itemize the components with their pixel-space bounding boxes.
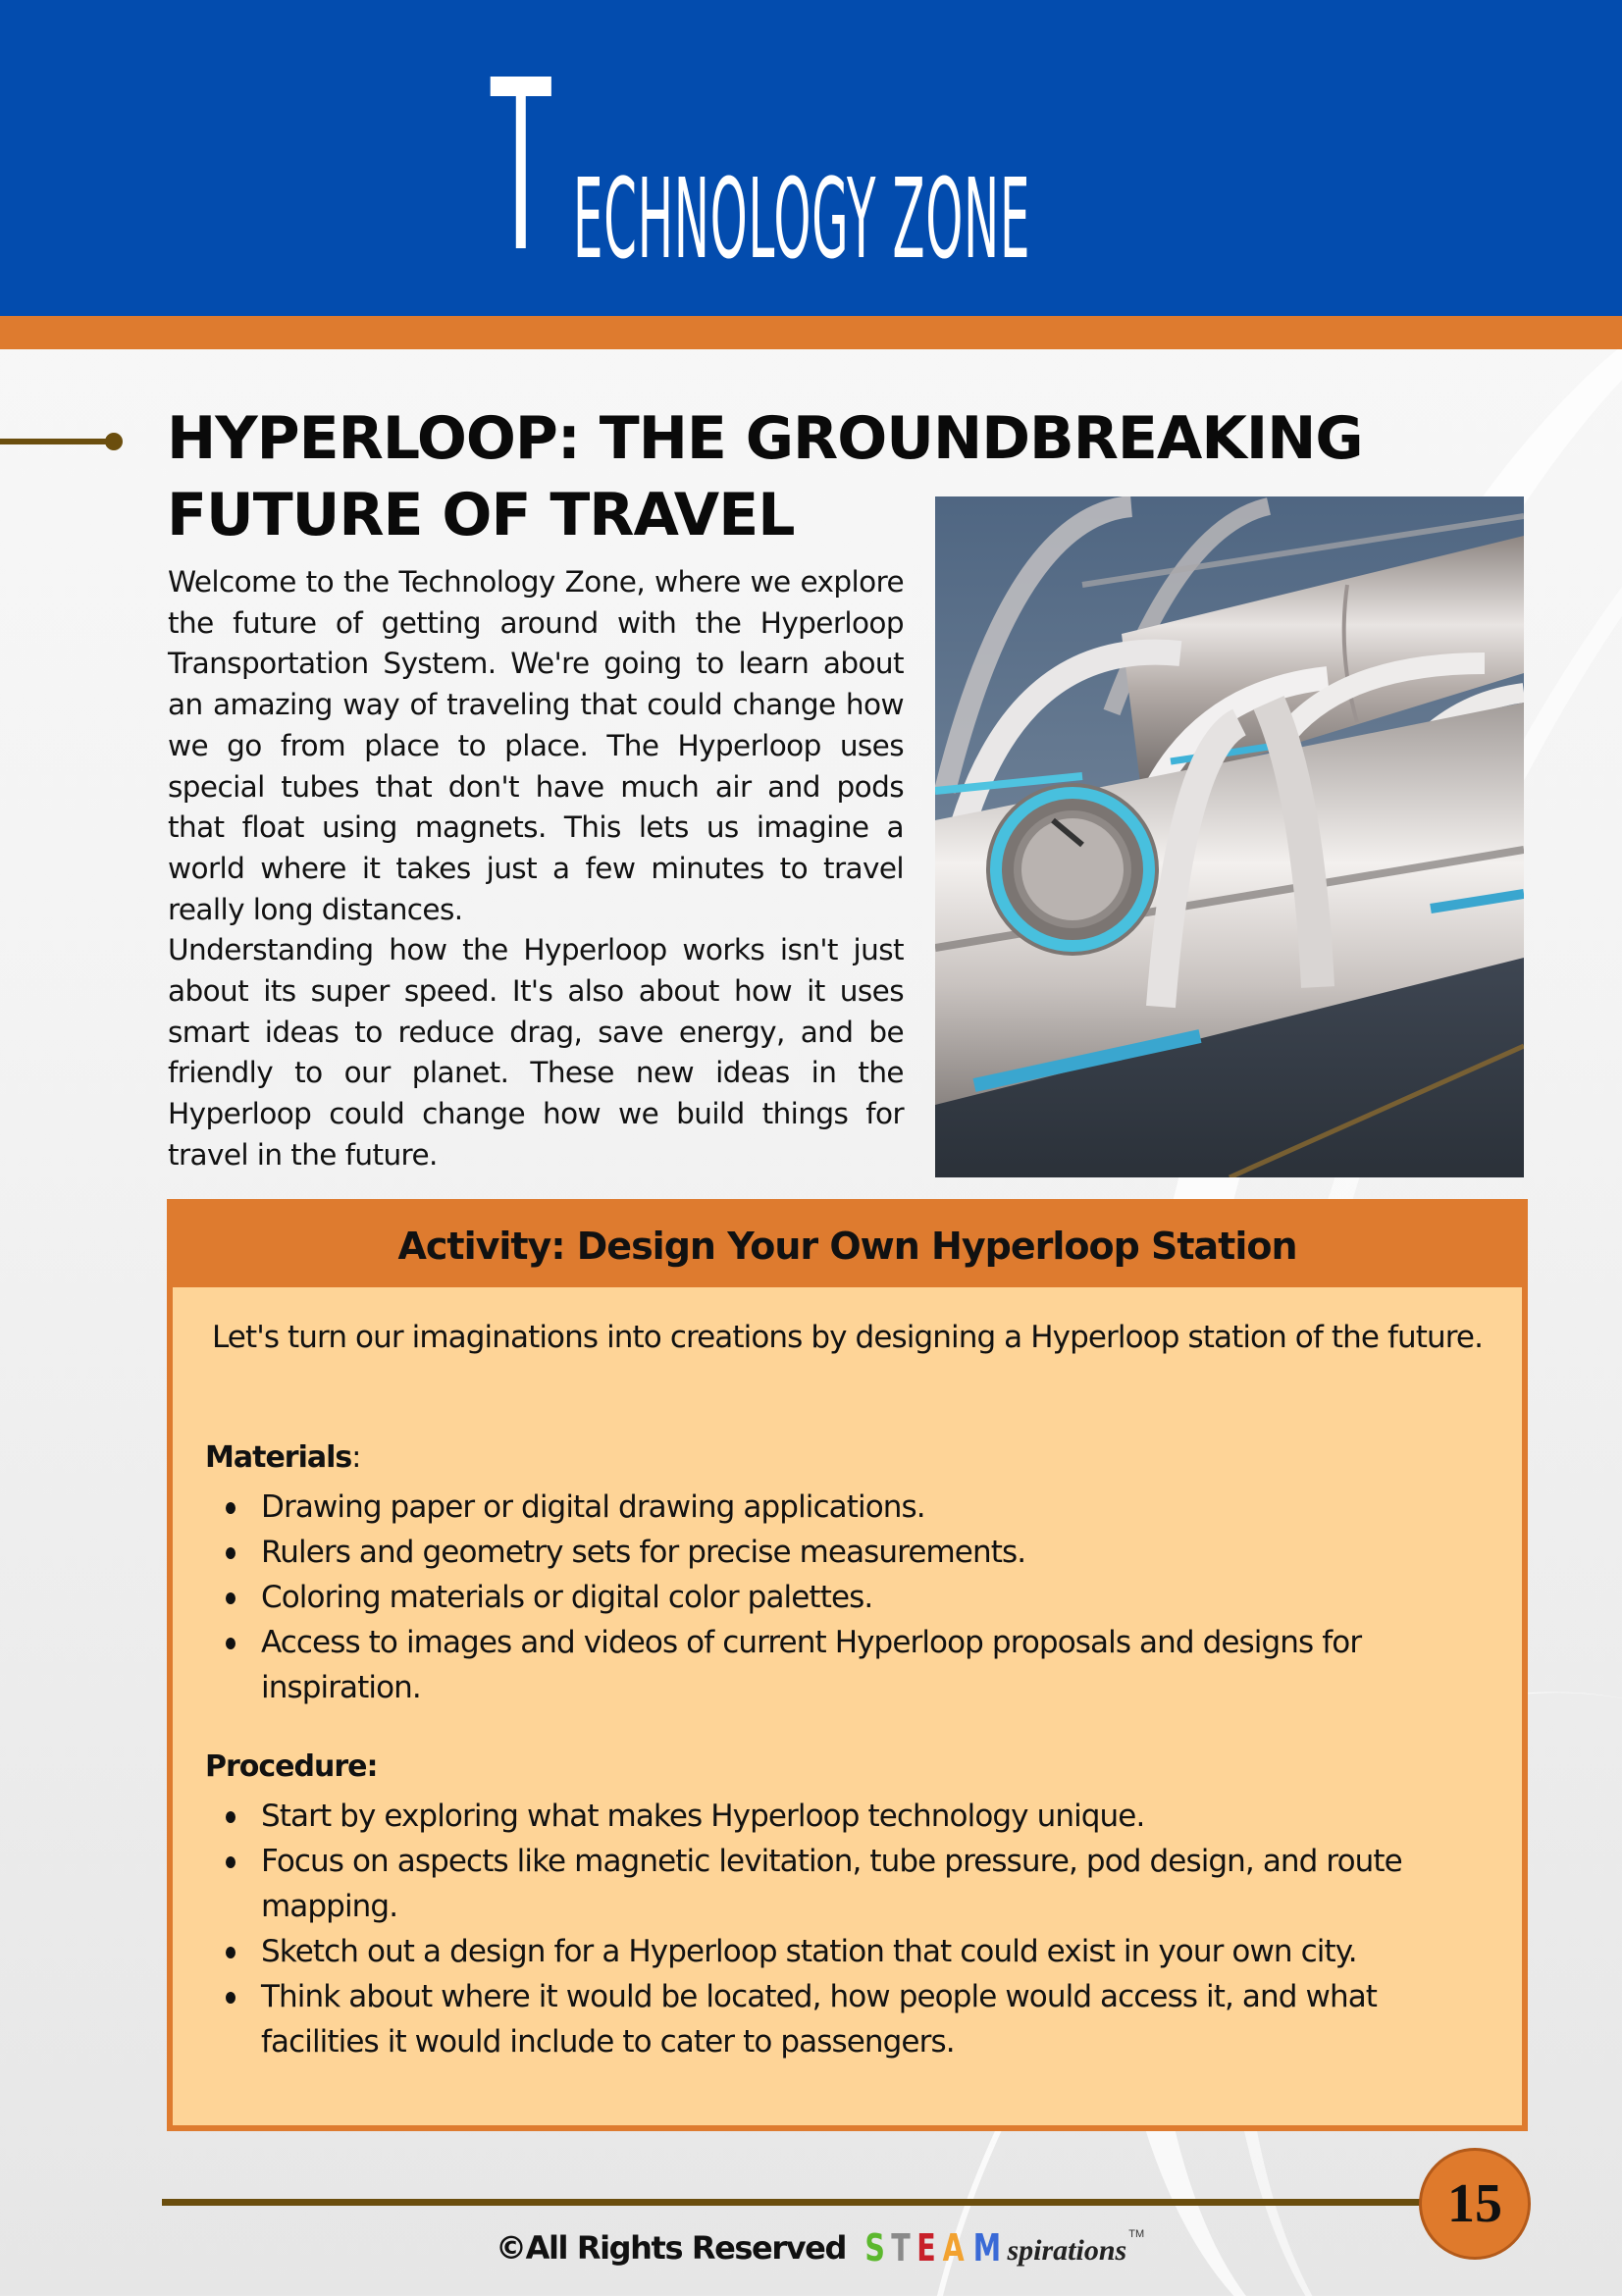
footer-copyright <box>496 2223 1144 2272</box>
procedure-item: Sketch out a design for a Hyperloop station that could exist in your own city. <box>205 1929 1498 1974</box>
materials-item: Rulers and geometry sets for precise measurements. <box>205 1530 1498 1575</box>
procedure-label: Procedure: <box>205 1749 378 1784</box>
section-title-initial: T <box>491 29 551 304</box>
bullet-icon <box>226 1502 235 1514</box>
heading-marker-dot <box>105 433 123 450</box>
header-accent-stripe <box>0 316 1622 349</box>
materials-label-text: Materials <box>205 1440 352 1475</box>
article-body <box>168 562 904 1176</box>
logo-letter-a: A <box>942 2226 965 2270</box>
procedure-item: Focus on aspects like magnetic levitation, tube pressure, pod design, and route mapping. <box>205 1839 1498 1929</box>
bullet-icon <box>226 1547 235 1559</box>
section-title <box>491 29 1622 304</box>
procedure-item: Start by exploring what makes Hyperloop technology unique. <box>205 1794 1498 1839</box>
logo-letter-t: T <box>891 2226 912 2270</box>
materials-item: Access to images and videos of current Hyperloop proposals and designs for inspiration. <box>205 1620 1498 1710</box>
hyperloop-illustration <box>935 496 1524 1177</box>
article-paragraph: Welcome to the Technology Zone, where we explore the future of getting around with the Hyperloop Transportation System. We're going to learn about an amazing way of traveling that could change how we go from place to place. The Hyperloop uses special tubes that don't have much air and pods that float using magnets. This lets us imagine a world where it takes just a few minutes to travel really long distances. <box>168 565 904 926</box>
activity-title: Activity: Design Your Own Hyperloop Station <box>173 1205 1522 1287</box>
bullet-icon <box>226 1992 235 2004</box>
materials-item: Coloring materials or digital color palettes. <box>205 1575 1498 1620</box>
trademark-mark: TM <box>1128 2228 1145 2240</box>
logo-letter-e: E <box>916 2226 937 2270</box>
bullet-icon <box>226 1592 235 1604</box>
materials-label-colon: : <box>351 1440 361 1475</box>
procedure-item: Think about where it would be located, how people would access it, and what facilities it would include to cater to passengers. <box>205 1974 1498 2064</box>
bullet-icon <box>226 1947 235 1958</box>
materials-list <box>205 1485 1498 1710</box>
footer-divider <box>162 2199 1428 2206</box>
logo-letter-m: M <box>972 2226 1001 2270</box>
procedure-list <box>205 1794 1498 2064</box>
section-title-rest: ECHNOLOGY ZONE <box>573 156 1031 284</box>
copyright-text: ©All Rights Reserved <box>496 2229 846 2267</box>
materials-label <box>205 1440 360 1475</box>
heading-marker-line <box>0 439 112 444</box>
bullet-icon <box>226 1811 235 1823</box>
page-number-badge: 15 <box>1419 2148 1531 2260</box>
article-title-line2: FUTURE OF TRAVEL <box>167 481 795 549</box>
bullet-icon <box>226 1856 235 1868</box>
materials-item: Drawing paper or digital drawing applications. <box>205 1485 1498 1530</box>
logo-letter-s: S <box>864 2226 885 2270</box>
logo-suffix: spirations <box>1007 2234 1127 2267</box>
bullet-icon <box>226 1638 235 1649</box>
activity-box <box>167 1199 1528 2131</box>
activity-intro: Let's turn our imaginations into creations by designing a Hyperloop station of the future. <box>211 1320 1484 1355</box>
article-paragraph: Understanding how the Hyperloop works isn't just about its super speed. It's also about how it uses smart ideas to reduce drag, save energy, and be friendly to our planet. These new ideas in the Hyperloop could change how we build things for travel in the future. <box>168 933 904 1172</box>
steamspirations-logo <box>862 2228 1144 2268</box>
article-title-line1: HYPERLOOP: THE GROUNDBREAKING <box>167 404 1363 473</box>
